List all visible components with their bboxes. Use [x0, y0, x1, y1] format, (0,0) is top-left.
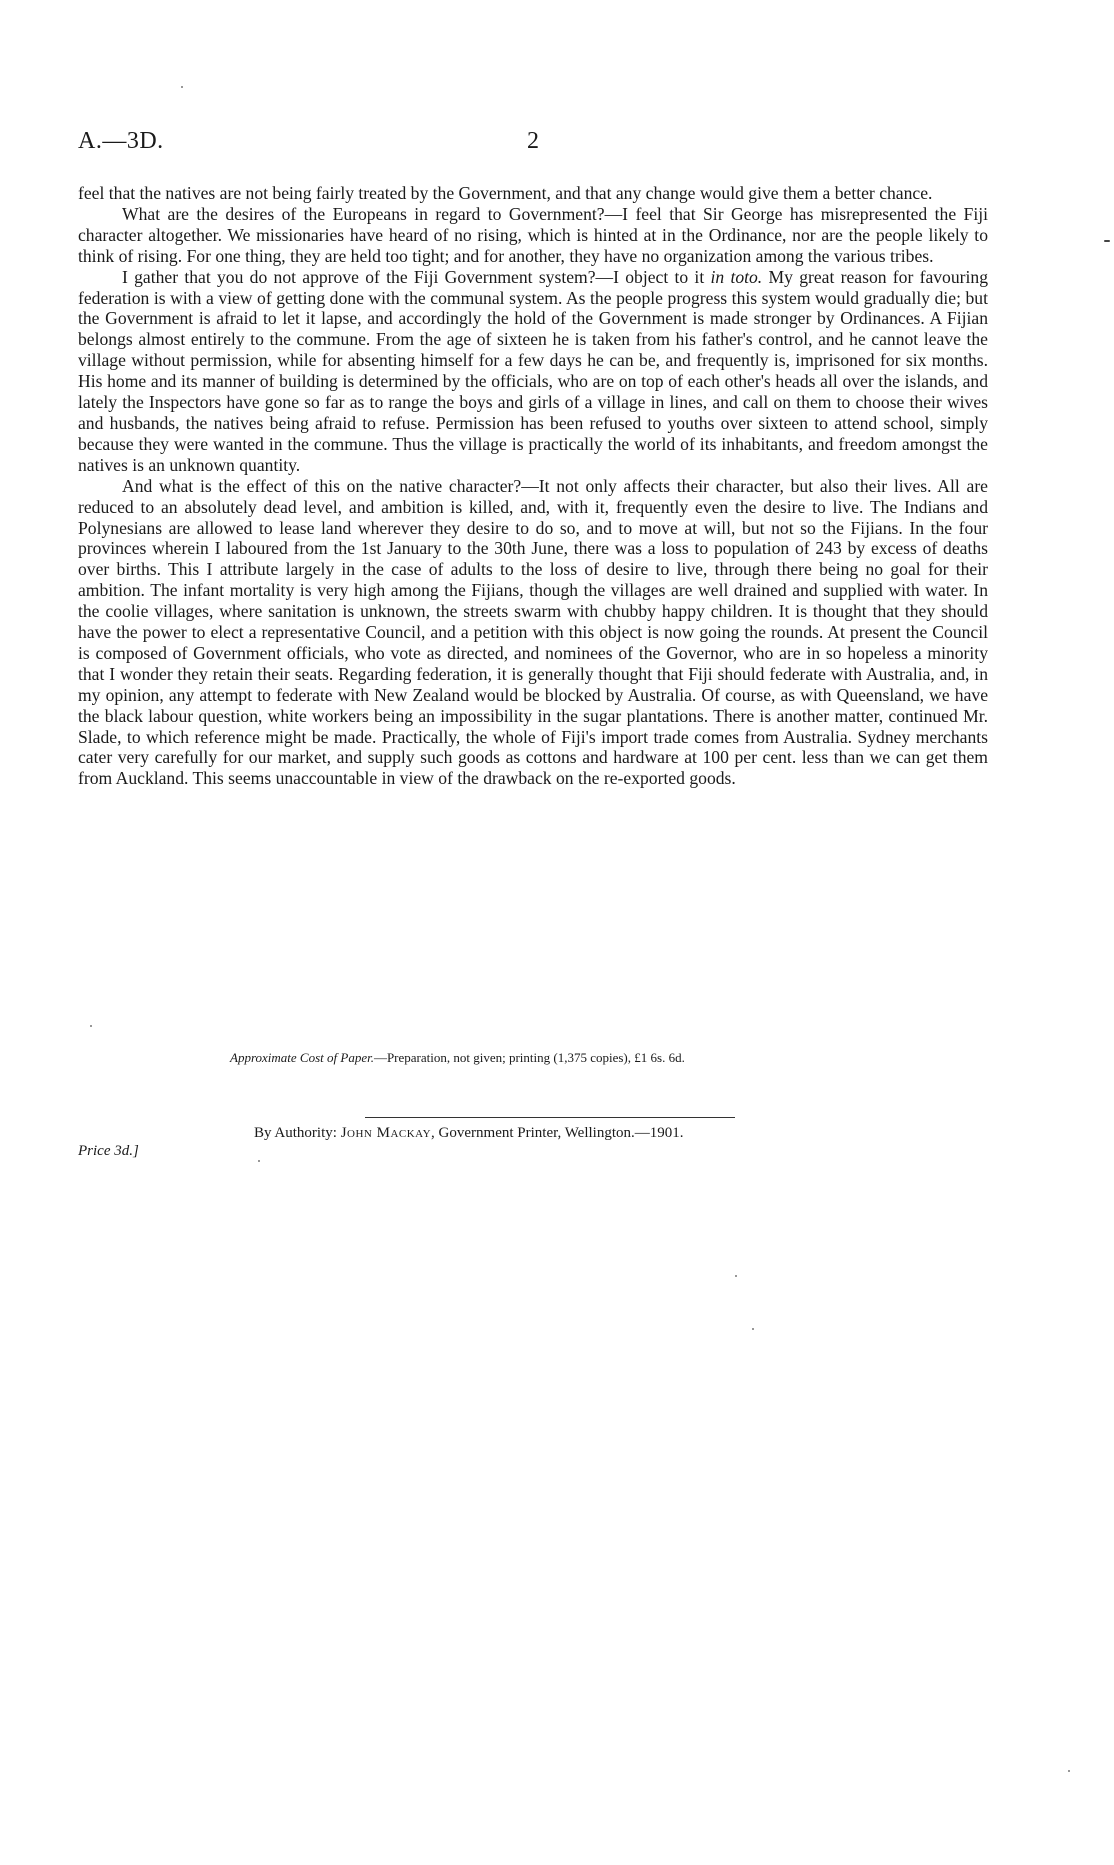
paragraph-3 [78, 267, 988, 476]
page-header [78, 128, 988, 160]
paragraph-2: What are the desires of the Europeans in regard to Government?—I feel that Sir George has misrepresented the Fiji character altogether. We missionaries have heard of no rising, which is hinted at in the Ordinance, nor are the people likely to think of rising. For one thing, they are held too tight; and for another, they have no organization among the various tribes. [78, 203, 988, 266]
footer-rule [365, 1117, 735, 1118]
scan-speck [735, 1275, 737, 1277]
scan-speck [1068, 1770, 1070, 1772]
paragraph-1: feel that the natives are not being fairly treated by the Government, and that any change would give them a better chance. [78, 183, 933, 203]
cost-text: —Preparation, not given; printing (1,375 copies), £1 6s. 6d. [373, 1050, 685, 1065]
body-text [78, 183, 988, 789]
scan-speck [181, 86, 183, 88]
paragraph-4: And what is the effect of this on the native character?—It not only affects their character, but also their lives. All are reduced to an absolutely dead level, and ambition is killed, and, with it, frequently even the desire to live. The Indians and Polynesians are allowed to lease land wherever they desire to do so, and to move at will, but not so the Fijians. In the four provinces wherein I laboured from the 1st January to the 30th June, there was a loss to population of 243 by excess of deaths over births. This I attribute largely in the case of adults to the loss of desire to live, through there being no goal for their ambition. The infant mortality is very high among the Fijians, though the villages are well drained and supplied with water. In the coolie villages, where sanitation is unknown, the streets swarm with chubby happy children. It is thought that they should have the power to elect a representative Council, and a petition with this object is now going the rounds. At present the Council is composed of Government officials, who vote as directed, and nominees of the Governor, who are in so hopeless a minority that I wonder they retain their seats. Regarding federation, it is generally thought that Fiji should federate with Australia, and, in my opinion, any attempt to federate with New Zealand would be blocked by Australia. Of course, as with Queensland, we have the black labour question, white workers being an impossibility in the sugar plantations. There is another matter, continued Mr. Slade, to which reference might be made. Practically, the whole of Fiji's import trade comes from Australia. Sydney merchants cater very carefully for our market, and supply such goods as cottons and hardware at 100 per cent. less than we can get them from Auckland. This seems unaccountable in view of the drawback on the re-exported goods. [78, 475, 988, 789]
imprint-prefix: By Authority: [254, 1125, 341, 1141]
scan-speck [90, 1025, 92, 1027]
cost-label: Approximate Cost of Paper. [230, 1050, 374, 1065]
imprint-suffix: , Government Printer, Wellington.—1901. [431, 1125, 684, 1141]
scan-speck [1104, 240, 1110, 242]
page-number: 2 [527, 128, 539, 154]
price-note: Price 3d.] [78, 1143, 139, 1159]
printer-imprint [254, 1125, 874, 1142]
scan-speck [258, 1160, 260, 1162]
document-reference: A.—3D. [78, 128, 164, 154]
printer-name: John Mackay [340, 1125, 432, 1141]
paragraph-3-rest: My great reason for favouring federation is with a view of getting done with the communal system. As the people progress this system would gradually die; but the Government is afraid to let it lapse, and accordingly the hold of the Government is made stronger by Ordinances. A Fijian belongs almost entirely to the commune. From the age of sixteen he is taken from his father's control, and he cannot leave the village without permission, while for absenting himself for a few days he can be, and frequently is, imprisoned for six months. His home and its manner of building is determined by the officials, who are on top of each other's heads all over the islands, and lately the Inspectors have gone so far as to range the boys and girls of a village in lines, and call on them to choose their wives and husbands, the natives being afraid to refuse. Permission has been refused to youths over sixteen to attend school, simply because they were wanted in the commune. Thus the village is practically the world of its inhabitants, and freedom amongst the natives is an unknown quantity. [78, 266, 988, 475]
scan-speck [752, 1328, 754, 1330]
paragraph-3-lead: I gather that you do not approve of the Fiji Government system?—I object to it [122, 266, 711, 287]
paragraph-3-italic: in toto. [710, 266, 763, 287]
cost-of-paper [230, 1050, 850, 1066]
